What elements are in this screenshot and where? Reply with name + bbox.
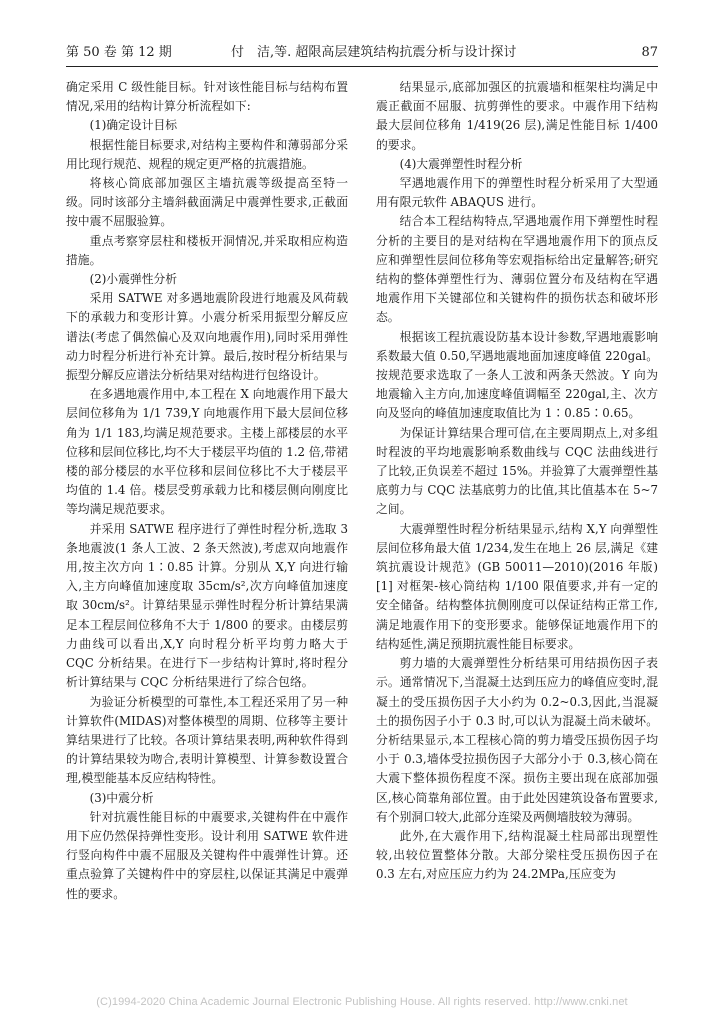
article-running-title: 付 洁,等. 超限高层建筑结构抗震分析与设计探讨 [231, 45, 517, 60]
right-column [376, 78, 658, 885]
paragraph: 为验证分析模型的可靠性,本工程还采用了另一种计算软件(MIDAS)对整体模型的周期、位移等主要计算结果进行了比较。各项计算结果表明,两种软件得到的计算结果较为吻合,表明计算模型、计算参数设置合理,模型能基本反应结构特性。 [66, 694, 348, 786]
paragraph: 并采用 SATWE 程序进行了弹性时程分析,选取 3 条地震波(1 条人工波、2 条天然波),考虑双向地震作用,按主次方向 1∶0.85 计算。分别从 X,Y 向进行输入,主方向峰值加速度取 35cm/s²,次方向峰值加速度取 30cm/s²。计算结果显示弹性时程分析计算结果满足本工程层间位移角不大于 1/800 的要求。由楼层剪力曲线可以看出,X,Y 向时程分析平均剪力略大于 CQC 分析结果。在进行下一步结构计算时,将时程分析计算结果与 CQC 分析结果进行了综合包络。 [66, 521, 348, 690]
paragraph: 剪力墙的大震弹塑性分析结果可用结损伤因子表示。通常情况下,当混凝土达到压应力的峰值应变时,混凝土的受压损伤因子大小约为 0.2~0.3,因此,当混凝土的损伤因子小于 0.3 时,可以认为混凝土尚未破坏。分析结果显示,本工程核心筒的剪力墙受压损伤因子均小于 0.3,墙体受拉损伤因子大部分小于 0.3,核心筒在大震下整体损伤程度不深。损伤主要出现在底部加强区,核心筒靠角部位置。由于此处因建筑设备布置要求,有个别洞口较大,此部分连梁及两侧墙肢较为薄弱。 [376, 656, 658, 824]
paragraph: 大震弹塑性时程分析结果显示,结构 X,Y 向弹塑性层间位移角最大值 1/234,发生在地上 26 层,满足《建筑抗震设计规范》(GB 50011—2010)(2016 年版)[1] 对框架-核心筒结构 1/100 限值要求,并有一定的安全储备。结构整体抗侧刚度可以保证结构正常工作,满足地震作用下的变形要求。能够保证地震作用下的结构延性,满足预期抗震性能目标要求。 [376, 521, 658, 651]
paragraph: 采用 SATWE 对多遇地震阶段进行地震及风荷载下的承载力和变形计算。小震分析采用振型分解反应谱法(考虑了偶然偏心及双向地震作用),同时采用弹性动力时程分析进行补充计算。最后,按时程分析结果与振型分解反应谱法分析结果对结构进行包络设计。 [66, 291, 348, 383]
section-heading: (2)小震弹性分析 [89, 272, 178, 287]
paragraph: 此外,在大震作用下,结构混凝土柱局部出现塑性较,出较位置整体分散。大部分梁柱受压损伤因子在 0.3 左右,对应压应力约为 24.2MPa,压应变为 [376, 828, 658, 882]
page-number: 87 [641, 45, 658, 60]
paragraph: 罕遇地震作用下的弹塑性时程分析采用了大型通用有限元软件 ABAQUS 进行。 [376, 176, 658, 210]
header-divider [66, 66, 658, 67]
paragraph: 结合本工程结构特点,罕遇地震作用下弹塑性时程分析的主要目的是对结构在罕遇地震作用下的顶点反应和弹塑性层间位移角等宏观指标给出定量解答;研究结构的整体弹塑性行为、薄弱位置分布及结构在罕遇地震作用下关键部位和关键构件的损伤状态和破坏形态。 [376, 214, 658, 325]
paragraph: 重点考察穿层柱和楼板开洞情况,并采取相应构造措施。 [66, 233, 348, 267]
paragraph: 在多遇地震作用中,本工程在 X 向地震作用下最大层间位移角为 1/1 739,Y 向地震作用下最大层间位移角为 1/1 183,均满足规范要求。主楼上部楼层的水平位移和层间位移比,均不大于楼层平均值的 1.2 倍,带裙楼的部分楼层的水平位移和层间位移比不大于楼层平均值的 1.4 倍。楼层受剪承载力比和楼层侧向刚度比等均满足规范要求。 [66, 387, 348, 517]
paragraph: 根据性能目标要求,对结构主要构件和薄弱部分采用比现行规范、规程的规定更严格的抗震措施。 [66, 137, 348, 171]
section-heading: (3)中震分析 [89, 790, 154, 805]
section-heading: (4)大震弹塑性时程分析 [399, 156, 523, 171]
running-header [66, 42, 658, 64]
paragraph: 确定采用 C 级性能目标。针对该性能目标与结构布置情况,采用的结构计算分析流程如下: [66, 80, 348, 114]
left-column [66, 78, 348, 904]
copyright-footer: (C)1994-2020 China Academic Journal Electronic Publishing House. All rights reserved. http://www.cnki.net [96, 996, 628, 1008]
journal-volume-issue: 第 50 卷 第 12 期 [66, 45, 172, 60]
paragraph: 将核心筒底部加强区主墙抗震等级提高至特一级。同时该部分主墙斜截面满足中震弹性要求,正截面按中震不屈服验算。 [66, 176, 348, 229]
paragraph: 为保证计算结果合理可信,在主要周期点上,对多组时程波的平均地震影响系数曲线与 CQC 法曲线进行了比较,正负误差不超过 15%。并验算了大震弹塑性基底剪力与 CQC 法基底剪力的比值,其比值基本在 5~7 之间。 [376, 425, 658, 517]
paragraph: 根据该工程抗震设防基本设计参数,罕遇地震影响系数最大值 0.50,罕遇地震地面加速度峰值 220gal。按规范要求选取了一条人工波和两条天然波。Y 向为地震输入主方向,加速度峰值调幅至 220gal,主、次方向及竖向的峰值加速度取值比为 1∶0.85∶0.65。 [376, 329, 658, 421]
section-heading: (1)确定设计目标 [89, 118, 178, 133]
paragraph: 针对抗震性能目标的中震要求,关键构件在中震作用下应仍然保持弹性变形。设计利用 SATWE 软件进行竖向构件中震不屈服及关键构件中震弹性计算。还重点验算了关键构件中的穿层柱,以保证其满足中震弹性的要求。 [66, 809, 348, 901]
paragraph: 结果显示,底部加强区的抗震墙和框架柱均满足中震正截面不屈服、抗剪弹性的要求。中震作用下结构最大层间位移角 1/419(26 层),满足性能目标 1/400 的要求。 [376, 80, 658, 152]
